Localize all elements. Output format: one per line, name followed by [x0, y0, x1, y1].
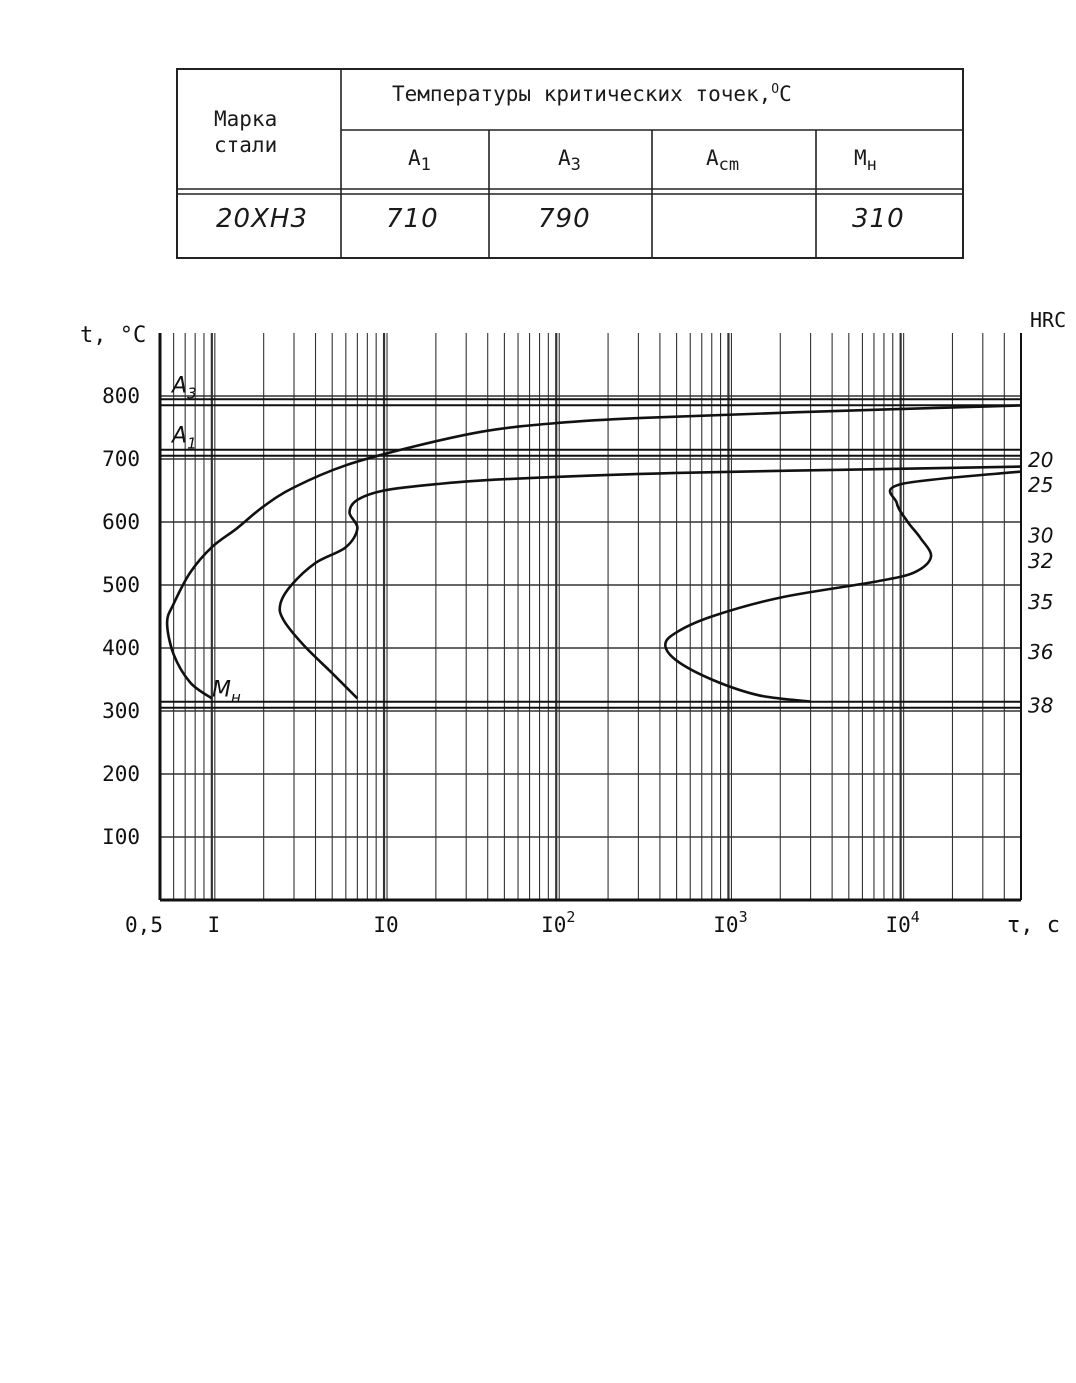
- col-header-mn: $М_н$: [854, 146, 877, 176]
- y-tick-label: 700: [102, 447, 140, 471]
- steel-grade-value: 20ХН3: [216, 204, 308, 234]
- y-tick-label: 300: [102, 699, 140, 723]
- col-header-a1: $А_1$: [408, 146, 431, 176]
- mn-value: 310: [852, 204, 905, 234]
- x-tick-exponent: 4: [910, 908, 920, 926]
- x-tick-label: I: [207, 913, 221, 937]
- y-tick-label: 800: [102, 384, 140, 408]
- isothermal-transformation-chart: [0, 300, 1076, 960]
- hrc-value-label: 25: [1028, 473, 1054, 498]
- reference-label-a3: $A_3$: [172, 373, 197, 403]
- x-tick-label: I0: [373, 913, 399, 937]
- x-tick-label: $I0^4$: [885, 908, 920, 937]
- y-axis-label: t, °C: [80, 323, 147, 348]
- reference-label-mн: $M_н$: [212, 677, 241, 707]
- transformation-curve-2: [280, 467, 1021, 699]
- a1-value: 710: [386, 204, 439, 234]
- reference-label-a1: $A_1$: [172, 423, 197, 453]
- critical-temperatures-title: Температуры критических точек,: [392, 82, 772, 106]
- x-tick-label: $I0^3$: [713, 908, 748, 937]
- x-tick-label: 0,5: [125, 913, 163, 937]
- hrc-value-label: 30: [1028, 523, 1054, 548]
- degree-sign: О: [771, 82, 780, 97]
- x-tick-label: $I0^2$: [541, 908, 576, 937]
- critical-points-table: [176, 68, 964, 259]
- hrc-axis-label: HRC: [1030, 308, 1067, 332]
- hrc-value-label: 38: [1028, 693, 1054, 718]
- a3-value: 790: [538, 204, 591, 234]
- x-axis-label: τ, с: [1007, 913, 1060, 938]
- y-tick-label: 500: [102, 573, 140, 597]
- hrc-value-label: 32: [1028, 548, 1054, 573]
- col-header-a3: $А_3$: [558, 146, 581, 176]
- y-tick-label: 200: [102, 762, 140, 786]
- y-tick-label: 400: [102, 636, 140, 660]
- critical-temperatures-header: [392, 82, 792, 106]
- hrc-value-label: 35: [1028, 589, 1054, 614]
- y-tick-label: I00: [102, 825, 140, 849]
- x-tick-exponent: 2: [566, 908, 576, 926]
- reference-label-subscript: 3: [187, 384, 197, 403]
- celsius-unit: С: [779, 82, 792, 106]
- transformation-curve-3: [665, 472, 1021, 702]
- hrc-value-label: 36: [1028, 640, 1054, 665]
- col-header-acm: $А_{cm}$: [706, 146, 740, 176]
- x-tick-exponent: 3: [738, 908, 748, 926]
- reference-label-subscript: н: [230, 688, 241, 707]
- hrc-value-label: 20: [1028, 448, 1054, 472]
- grade-column-header: Марка стали: [214, 107, 278, 157]
- reference-label-subscript: 1: [187, 434, 197, 453]
- y-tick-label: 600: [102, 510, 140, 534]
